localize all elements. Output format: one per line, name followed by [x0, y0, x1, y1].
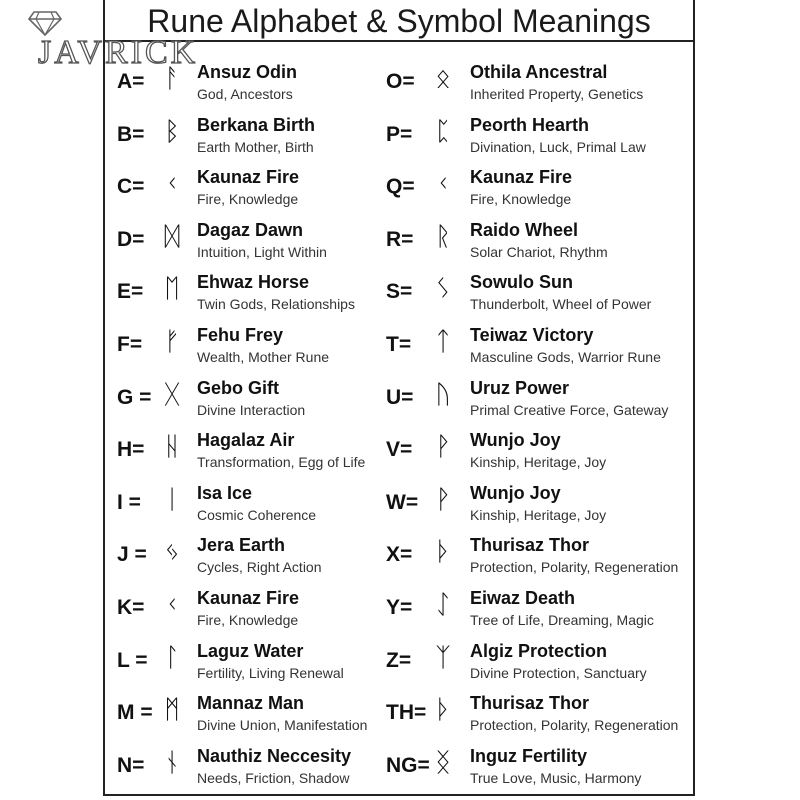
rune-name: Kaunaz Fire	[197, 167, 300, 188]
latin-letter: F=	[117, 333, 143, 356]
latin-letter: E=	[117, 280, 144, 304]
latin-letter: B=	[117, 122, 145, 146]
rune-meaning: Wealth, Mother Rune	[197, 349, 330, 365]
rune-meaning: Divine Protection, Sanctuary	[470, 664, 647, 681]
rune-entry	[386, 111, 691, 161]
latin-letter: C=	[117, 175, 145, 199]
rune-glyph: ᛏ	[435, 327, 451, 357]
latin-letter: Z=	[386, 648, 412, 672]
rune-entry	[386, 742, 691, 792]
rune-glyph: ᛇ	[435, 590, 451, 620]
rune-name: Kaunaz Fire	[197, 588, 300, 608]
rune-meaning: Thunderbolt, Wheel of Power	[470, 296, 652, 313]
rune-meaning: Solar Chariot, Rhythm	[470, 243, 608, 260]
rune-name: Ehwaz Horse	[197, 272, 310, 293]
rune-entry	[386, 58, 691, 108]
rune-glyph: ᛖ	[164, 274, 180, 305]
rune-name: Laguz Water	[197, 640, 304, 661]
rune-name: Sowulo Sun	[470, 272, 573, 293]
latin-letter: J =	[117, 543, 147, 567]
rune-name: Uruz Power	[470, 377, 570, 398]
rune-glyph: ᚹ	[435, 432, 451, 463]
rune-glyph: ᚾ	[164, 747, 180, 778]
rune-meaning: Fire, Knowledge	[470, 191, 572, 208]
rune-entry	[386, 426, 691, 476]
rune-meaning: Kinship, Heritage, Joy	[470, 454, 607, 471]
latin-letter: O=	[386, 70, 415, 93]
latin-letter: I =	[117, 490, 141, 514]
rune-glyph: ᛟ	[435, 64, 451, 94]
rune-entry	[117, 531, 382, 581]
rune-name: Wunjo Joy	[470, 482, 561, 503]
rune-entry	[117, 163, 382, 213]
latin-letter: V=	[386, 438, 413, 462]
rune-glyph: ᚲ	[164, 590, 180, 620]
rune-glyph: ᚲ	[164, 169, 180, 200]
latin-letter: L =	[117, 648, 148, 672]
rune-glyph: ᛒ	[164, 116, 180, 147]
rune-glyph: ᚢ	[435, 379, 451, 410]
rune-entry	[386, 374, 691, 424]
rune-meaning: Primal Creative Force, Gateway	[470, 401, 669, 418]
rune-name: Jera Earth	[197, 535, 286, 556]
rune-entry	[117, 111, 382, 161]
rune-meaning: Intuition, Light Within	[197, 243, 327, 260]
latin-letter: T=	[386, 333, 412, 356]
rune-entry	[117, 479, 382, 529]
rune-glyph: ᛝ	[435, 747, 451, 778]
latin-letter: NG=	[386, 753, 430, 777]
rune-entry	[117, 689, 382, 739]
rune-name: Othila Ancestral	[470, 62, 608, 82]
rune-glyph: ᚹ	[435, 484, 451, 515]
rune-meaning: Tree of Life, Dreaming, Magic	[470, 612, 654, 628]
latin-letter: H=	[117, 438, 145, 462]
rune-meaning: Fire, Knowledge	[197, 612, 299, 628]
rune-meaning: Fertility, Living Renewal	[197, 664, 344, 681]
rune-entry	[117, 58, 382, 108]
rune-meaning: Fire, Knowledge	[197, 191, 299, 208]
rune-meaning: Divine Interaction	[197, 401, 306, 418]
rune-meaning: God, Ancestors	[197, 86, 293, 102]
rune-glyph: ᚨ	[164, 64, 180, 94]
rune-entry	[386, 531, 691, 581]
latin-letter: W=	[386, 490, 419, 514]
latin-letter: P=	[386, 122, 413, 146]
rune-meaning: Earth Mother, Birth	[197, 138, 314, 155]
rune-name: Nauthiz Neccesity	[197, 745, 352, 766]
latin-letter: M =	[117, 701, 153, 725]
latin-letter: N=	[117, 753, 145, 777]
latin-letter: D=	[117, 227, 145, 251]
watermark-text: JAVRICK	[38, 34, 199, 71]
rune-name: Thurisaz Thor	[470, 693, 590, 714]
rune-entry	[117, 637, 382, 687]
rune-glyph: ᚦ	[435, 695, 451, 726]
rune-glyph: ᛉ	[435, 642, 451, 673]
latin-letter: TH=	[386, 701, 427, 725]
rune-glyph: ᛈ	[435, 116, 451, 147]
rune-meaning: True Love, Music, Harmony	[470, 769, 642, 786]
rune-glyph: ᚺ	[164, 432, 180, 463]
rune-entry	[386, 584, 691, 634]
rune-meaning: Protection, Polarity, Regeneration	[470, 717, 679, 734]
rune-meaning: Inherited Property, Genetics	[470, 86, 644, 102]
latin-letter: R=	[386, 227, 414, 251]
rune-entry	[117, 216, 382, 266]
rune-name: Teiwaz Victory	[470, 325, 594, 345]
rune-meaning: Cosmic Coherence	[197, 506, 317, 523]
rune-entry	[386, 637, 691, 687]
rune-name: Fehu Frey	[197, 325, 284, 345]
rune-glyph: ᛞ	[164, 221, 180, 252]
rune-glyph: ᚷ	[164, 379, 180, 410]
rune-name: Isa Ice	[197, 482, 253, 503]
rune-name: Raido Wheel	[470, 219, 579, 240]
rune-glyph: ᛁ	[164, 484, 180, 515]
latin-letter: Q=	[386, 175, 415, 199]
rune-name: Dagaz Dawn	[197, 219, 304, 240]
rune-meaning: Kinship, Heritage, Joy	[470, 506, 607, 523]
rune-entry	[117, 426, 382, 476]
diamond-icon	[28, 10, 62, 36]
rune-glyph: ᛚ	[164, 642, 180, 673]
latin-letter: A=	[117, 70, 145, 93]
rune-name: Eiwaz Death	[470, 588, 576, 608]
rune-entry	[386, 689, 691, 739]
rune-glyph: ᛊ	[435, 274, 451, 305]
rune-glyph: ᚠ	[164, 327, 180, 357]
rune-name: Hagalaz Air	[197, 430, 295, 451]
latin-letter: K=	[117, 596, 145, 619]
rune-entry	[117, 584, 382, 634]
rune-glyph: ᚲ	[435, 169, 451, 200]
rune-name: Gebo Gift	[197, 377, 279, 398]
rune-entry	[117, 268, 382, 318]
rune-name: Kaunaz Fire	[470, 167, 573, 188]
rune-name: Inguz Fertility	[470, 745, 587, 766]
rune-meaning: Divination, Luck, Primal Law	[470, 138, 646, 155]
rune-entry	[117, 321, 382, 371]
rune-glyph: ᛃ	[164, 537, 180, 568]
rune-meaning: Divine Union, Manifestation	[197, 717, 368, 734]
rune-name: Mannaz Man	[197, 693, 305, 714]
rune-meaning: Cycles, Right Action	[197, 559, 322, 576]
rune-name: Algiz Protection	[470, 640, 608, 661]
rune-name: Ansuz Odin	[197, 62, 297, 82]
rune-meaning: Masculine Gods, Warrior Rune	[470, 349, 661, 365]
rune-glyph: ᚱ	[435, 221, 451, 252]
rune-entry	[386, 321, 691, 371]
rune-name: Wunjo Joy	[470, 430, 561, 451]
latin-letter: U=	[386, 385, 414, 409]
rune-meaning: Transformation, Egg of Life	[197, 454, 366, 471]
page-title: Rune Alphabet & Symbol Meanings	[147, 3, 651, 39]
rune-entry	[117, 374, 382, 424]
latin-letter: X=	[386, 543, 413, 567]
rune-name: Berkana Birth	[197, 114, 316, 135]
rune-entry	[117, 742, 382, 792]
latin-letter: G =	[117, 385, 152, 409]
rune-glyph: ᚦ	[435, 537, 451, 568]
rune-entry	[386, 216, 691, 266]
rune-meaning: Protection, Polarity, Regeneration	[470, 559, 679, 576]
latin-letter: S=	[386, 280, 413, 304]
rune-name: Thurisaz Thor	[470, 535, 590, 556]
rune-entry	[386, 268, 691, 318]
rune-name: Peorth Hearth	[470, 114, 590, 135]
rune-meaning: Needs, Friction, Shadow	[197, 769, 350, 786]
rune-glyph: ᛗ	[164, 695, 180, 726]
rune-entry	[386, 479, 691, 529]
rune-entry	[386, 163, 691, 213]
rune-meaning: Twin Gods, Relationships	[197, 296, 355, 313]
latin-letter: Y=	[386, 596, 413, 619]
